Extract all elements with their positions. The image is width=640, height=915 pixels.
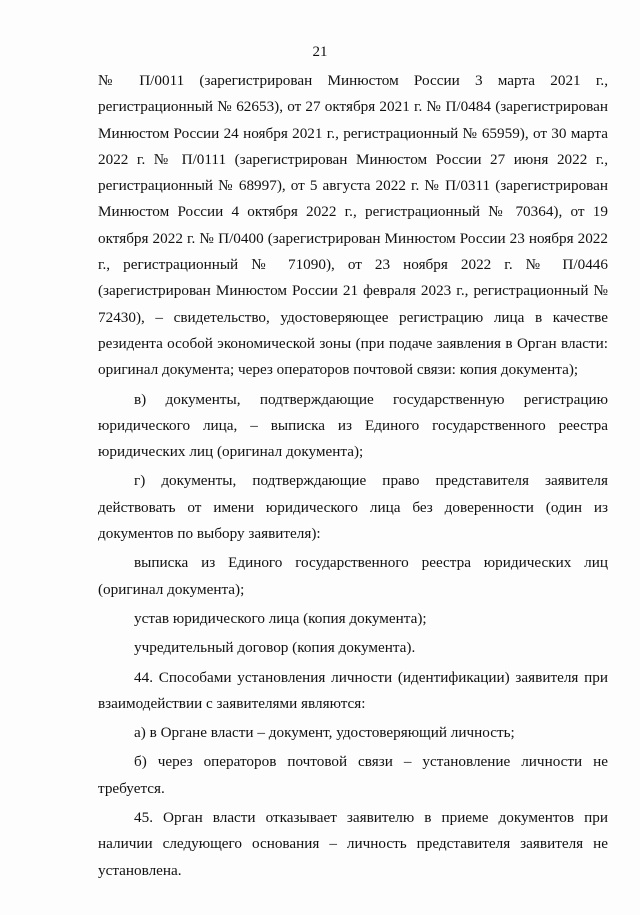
paragraph-option-extract: выписка из Единого государственного реестра юридических лиц (оригинал документа); bbox=[98, 554, 608, 598]
paragraph-continuation: № П/0011 (зарегистрирован Минюстом России 3 марта 2021 г., регистрационный № 62653), от 27 октября 2021 г. № П/0484 (зарегистрирован Минюстом России 24 ноября 2021 г., регистрационный № 65959), от 30 марта 2022 г. № П/0111 (зарегистрирован Минюстом России 27 июня 2022 г., регистрационный № 68997), от 5 августа 2022 г. № П/0311 (зарегистрирован Минюстом России 4 октября 2022 г., регистрационный № 70364), от 19 октября 2022 г. № П/0400 (зарегистрирован Минюстом России 23 ноября 2022 г., регистрационный № 71090), от 23 ноября 2022 г. № П/0446 (зарегистрирован Минюстом России 21 февраля 2023 г., регистрационный № 72430), – свидетельство, удостоверяющее регистрацию лица в качестве резидента особой экономической зоны (при подаче заявления в Орган власти: оригинал документа; через операторов почтовой связи: копия документа); bbox=[98, 72, 608, 379]
paragraph-item-v: в) документы, подтверждающие государственную регистрацию юридического лица, – выписка из Единого государственного реестра юридических лиц (оригинал документа); bbox=[98, 390, 608, 461]
paragraph-44-b: б) через операторов почтовой связи – установление личности не требуется. bbox=[98, 753, 608, 797]
paragraph-option-agreement: учредительный договор (копия документа). bbox=[134, 639, 416, 657]
paragraph-45: 45. Орган власти отказывает заявителю в приеме документов при наличии следующего основания – личность представителя заявителя не установлена. bbox=[98, 809, 608, 879]
document-body bbox=[98, 68, 608, 884]
paragraph-44-a: а) в Органе власти – документ, удостоверяющий личность; bbox=[134, 724, 515, 742]
paragraph-44: 44. Способами установления личности (идентификации) заявителя при взаимодействии с заявителями являются: bbox=[98, 668, 608, 712]
paragraph-item-g: г) документы, подтверждающие право представителя заявителя действовать от имени юридического лица без доверенности (один из документов по выбору заявителя): bbox=[98, 472, 608, 543]
page-number: 21 bbox=[312, 44, 328, 60]
paragraph-option-charter: устав юридического лица (копия документа); bbox=[134, 609, 427, 627]
